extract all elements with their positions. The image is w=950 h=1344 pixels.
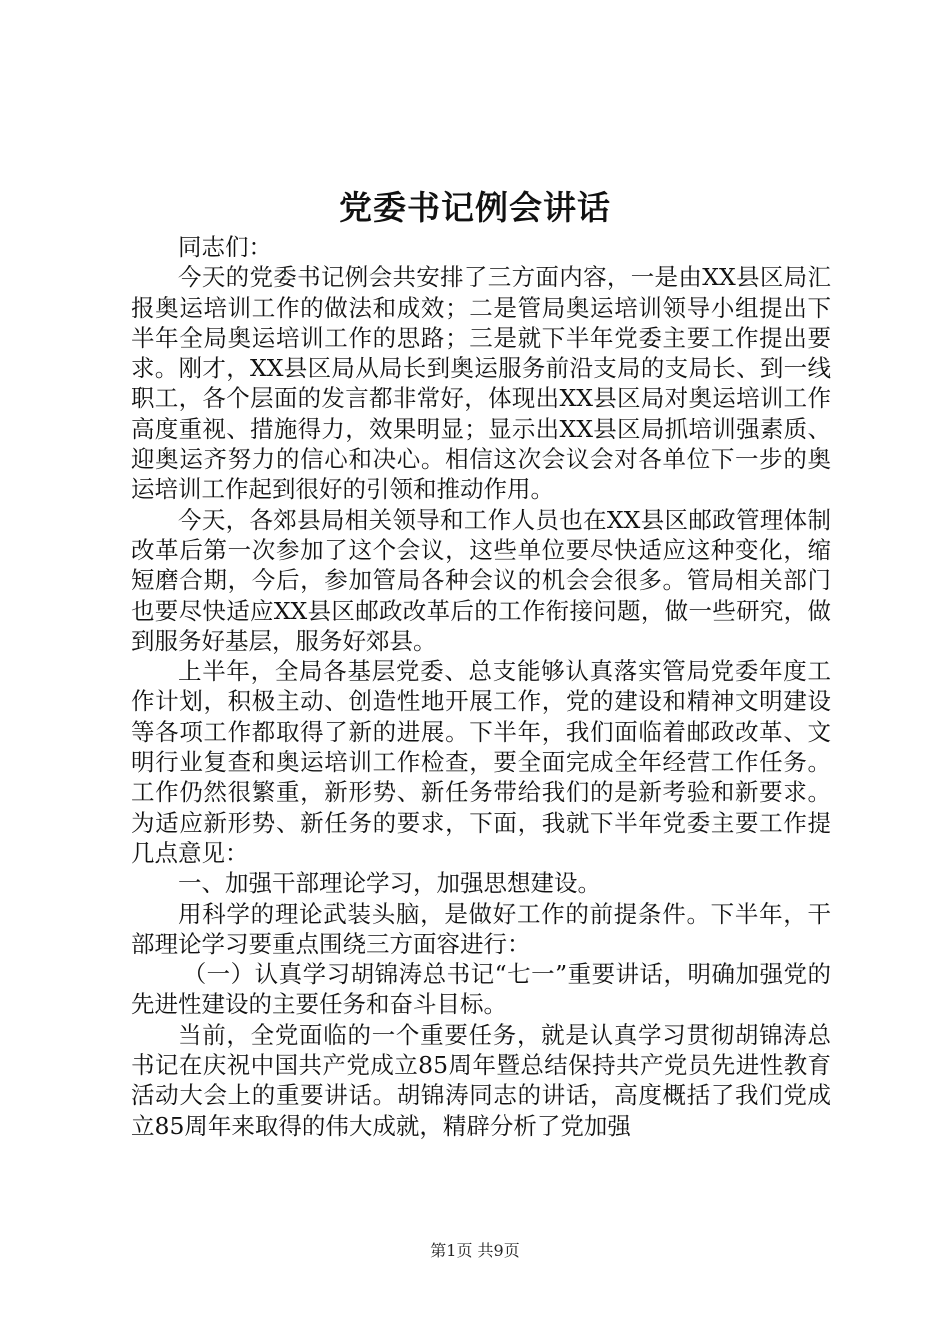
sub-heading-1: （一）认真学习胡锦涛总书记“七一”重要讲话，明确加强党的先进性建设的主要任务和奋斗目标。 [131, 960, 831, 1019]
page-footer: 第1页 共9页 [430, 1241, 520, 1260]
salutation: 同志们： [178, 233, 272, 261]
document-body [131, 232, 831, 1141]
section-heading-1: 一、加强干部理论学习，加强思想建设。 [178, 869, 601, 898]
paragraph-4: 用科学的理论武装头脑，是做好工作的前提条件。下半年，干部理论学习要重点围绕三方面容进行： [131, 899, 831, 958]
paragraph-5: 当前，全党面临的一个重要任务，就是认真学习贯彻胡锦涛总书记在庆祝中国共产党成立85周年暨总结保持共产党员先进性教育活动大会上的重要讲话。胡锦涛同志的讲话，高度概括了我们党成立85周年来取得的伟大成就，精辟分析了党加强 [131, 1020, 831, 1140]
paragraph-3: 上半年，全局各基层党委、总支能够认真落实管局党委年度工作计划，积极主动、创造性地开展工作，党的建设和精神文明建设等各项工作都取得了新的进展。下半年，我们面临着邮政改革、文明行业复查和奥运培训工作检查，要全面完成全年经营工作任务。工作仍然很繁重，新形势、新任务带给我们的是新考验和新要求。为适应新形势、新任务的要求，下面，我就下半年党委主要工作提几点意见： [131, 657, 831, 867]
document-title: 党委书记例会讲话 [339, 188, 611, 227]
paragraph-2: 今天，各郊县局相关领导和工作人员也在XX县区邮政管理体制改革后第一次参加了这个会议，这些单位要尽快适应这种变化，缩短磨合期，今后，参加管局各种会议的机会会很多。管局相关部门也要尽快适应XX县区邮政改革后的工作衔接问题，做一些研究，做到服务好基层，服务好郊县。 [131, 505, 831, 655]
paragraph-1: 今天的党委书记例会共安排了三方面内容，一是由XX县区局汇报奥运培训工作的做法和成效；二是管局奥运培训领导小组提出下半年全局奥运培训工作的思路；三是就下半年党委主要工作提出要求。刚才，XX县区局从局长到奥运服务前沿支局的支局长、到一线职工，各个层面的发言都非常好，体现出XX县区局对奥运培训工作高度重视、措施得力，效果明显；显示出XX县区局抓培训强素质、迎奥运齐努力的信心和决心。相信这次会议会对各单位下一步的奥运培训工作起到很好的引领和推动作用。 [131, 263, 831, 504]
